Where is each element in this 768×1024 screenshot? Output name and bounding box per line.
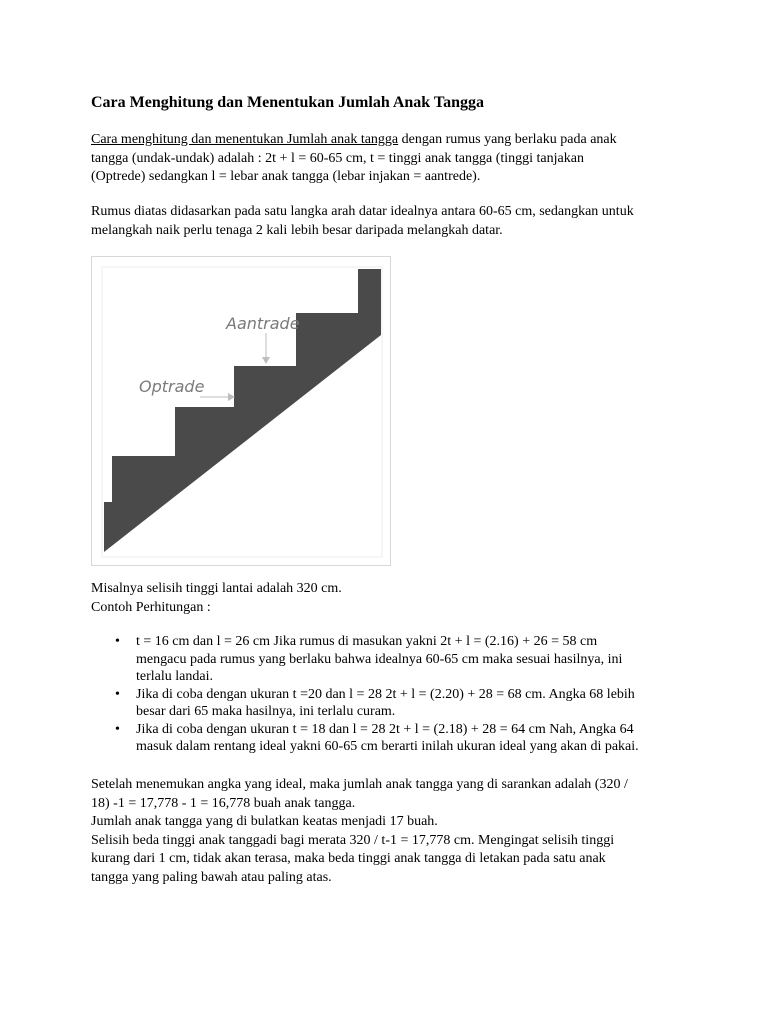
bullet-icon: •: [115, 686, 120, 702]
list-item-line: masuk dalam rentang ideal yakni 60-65 cm berarti inilah ukuran ideal yang akan di pakai.: [136, 739, 639, 754]
optrade-arrow-icon: [228, 393, 235, 401]
rumus-line-1: Rumus diatas didasarkan pada satu langka arah datar idealnya antara 60-65 cm, sedangkan untuk: [91, 204, 634, 219]
conclusion-line-2: 18) -1 = 17,778 - 1 = 16,778 buah anak tangga.: [91, 795, 356, 811]
conclusion-line-3: Jumlah anak tangga yang di bulatkan keatas menjadi 17 buah.: [91, 814, 438, 829]
conclusion-line-6: tangga yang paling bawah atau paling atas.: [91, 869, 332, 885]
bullet-icon: •: [115, 634, 120, 649]
conclusion-line-4: Selisih beda tinggi anak tanggadi bagi merata 320 / t-1 = 17,778 cm. Mengingat selisih tinggi: [91, 832, 615, 848]
intro-line-1-rest: dengan rumus yang berlaku pada anak: [398, 132, 617, 147]
list-item-line: besar dari 65 maka hasilnya, ini terlalu curam.: [136, 704, 396, 719]
page-title: Cara Menghitung dan Menentukan Jumlah Anak Tangga: [91, 94, 484, 111]
bullet-icon: •: [115, 721, 120, 737]
conclusion-line-1: Setelah menemukan angka yang ideal, maka jumlah anak tangga yang di sarankan adalah (320 /: [91, 777, 628, 792]
stair-figure: [91, 256, 391, 566]
rumus-line-2: melangkah naik perlu tenaga 2 kali lebih besar daripada melangkah datar.: [91, 222, 503, 238]
rumus-paragraph: [91, 203, 691, 240]
list-item-line: Jika di coba dengan ukuran t = 18 dan l = 28 2t + l = (2.18) + 28 = 64 cm Nah, Angka 64: [136, 721, 634, 737]
optrade-label: Optrade: [139, 377, 205, 396]
intro-link[interactable]: Cara menghitung dan menentukan Jumlah anak tangga: [91, 132, 399, 147]
example-line-1: Misalnya selisih tinggi lantai adalah 320 cm.: [91, 581, 342, 596]
stair-diagram: [92, 257, 392, 567]
list-item-line: Jika di coba dengan ukuran t =20 dan l = 28 2t + l = (2.20) + 28 = 68 cm. Angka 68 lebih: [136, 686, 635, 702]
calculation-list: [91, 633, 711, 756]
aantrade-label: Aantrade: [226, 314, 300, 333]
list-item: [91, 633, 711, 686]
list-item: [91, 686, 711, 721]
list-item-line: t = 16 cm dan l = 26 cm Jika rumus di masukan yakni 2t + l = (2.16) + 26 = 58 cm: [136, 634, 598, 649]
intro-line-2: tangga (undak-undak) adalah : 2t + l = 60-65 cm, t = tinggi anak tangga (tinggi tanjakan: [91, 150, 584, 166]
list-item-line: terlalu landai.: [136, 669, 213, 684]
conclusion-paragraph: [91, 776, 691, 887]
intro-paragraph: [91, 131, 691, 187]
aantrade-arrow-icon: [262, 357, 270, 364]
intro-line-1: [91, 131, 691, 150]
conclusion-line-5: kurang dari 1 cm, tidak akan terasa, maka beda tinggi anak tangga di letakan pada satu anak: [91, 851, 606, 866]
list-item-line: mengacu pada rumus yang berlaku bahwa idealnya 60-65 cm maka sesuai hasilnya, ini: [136, 651, 623, 667]
example-paragraph: [91, 580, 691, 617]
staircase-shape: [104, 269, 381, 552]
example-line-2: Contoh Perhitungan :: [91, 599, 211, 615]
list-item: [91, 721, 711, 756]
intro-line-3: (Optrede) sedangkan l = lebar anak tangga (lebar injakan = aantrede).: [91, 169, 481, 184]
